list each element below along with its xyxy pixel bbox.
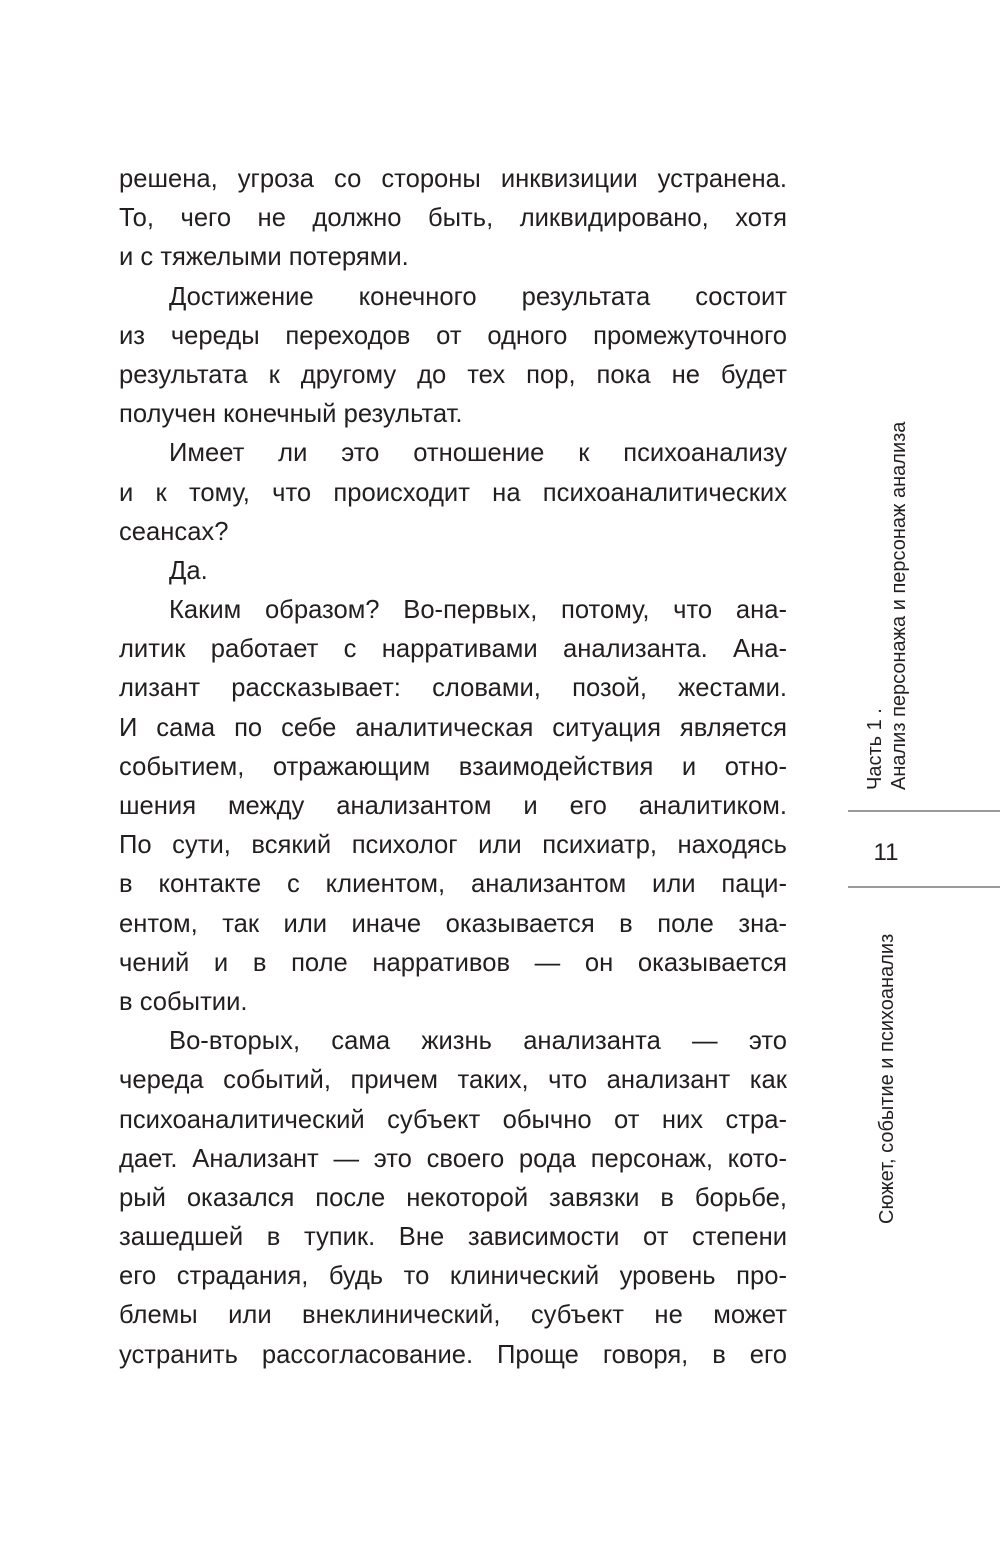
text-line: Имеет ли это отношение к психоанализу [169, 439, 787, 468]
text-line: То, чего не должно быть, ликвидировано, хотя [119, 204, 787, 233]
text-line: рый оказался после некоторой завязки в борьбе, [119, 1183, 787, 1212]
text-line: в контакте с клиентом, анализантом или паци- [119, 870, 787, 899]
sidebar-rule-top [848, 810, 1000, 812]
text-line: зашедшей в тупик. Вне зависимости от степени [119, 1223, 787, 1252]
text-line: решена, угроза со стороны инквизиции устранена. [119, 165, 787, 193]
running-head-part-label: Часть 1 . [864, 708, 886, 790]
text-line: череда событий, причем таких, что анализант как [119, 1066, 787, 1095]
running-head-part-title: Анализ персонажа и персонаж анализа [888, 421, 910, 790]
text-line: ентом, так или иначе оказывается в поле зна- [119, 909, 787, 938]
text-line: результата к другому до тех пор, пока не будет [119, 360, 787, 389]
text-line: устранить рассогласование. Проще говоря, в его [119, 1340, 787, 1369]
text-line: Да. [169, 556, 208, 585]
running-head-book-title: Сюжет, событие и психоанализ [876, 933, 898, 1224]
text-line: его страдания, будь то клинический уровень про- [119, 1262, 787, 1291]
text-line: и с тяжелыми потерями. [119, 243, 409, 272]
text-line: блемы или внеклинический, субъект не может [119, 1301, 787, 1330]
text-line: Каким образом? Во-первых, потому, что ана- [169, 596, 787, 625]
text-line: чений и в поле нарративов — он оказывается [119, 948, 787, 977]
text-line: сеансах? [119, 517, 229, 546]
text-line: шения между анализантом и его аналитиком. [119, 792, 787, 820]
text-line: из череды переходов от одного промежуточного [119, 321, 787, 350]
body-text [119, 160, 787, 1375]
text-line: психоаналитический субъект обычно от них стра- [119, 1105, 787, 1134]
sidebar-rule-bottom [848, 886, 1000, 888]
text-line: И сама по себе аналитическая ситуация является [119, 713, 787, 742]
text-line: событием, отражающим взаимодействия и отно- [119, 752, 787, 781]
text-line: литик работает с нарративами анализанта. Ана- [119, 635, 787, 664]
text-line: Во-вторых, сама жизнь анализанта — это [169, 1027, 787, 1056]
text-line: и к тому, что происходит на психоаналитических [119, 478, 787, 507]
text-line: дает. Анализант — это своего рода персонаж, кото- [119, 1144, 787, 1173]
page-number: 11 [873, 839, 899, 866]
text-line: в событии. [119, 987, 248, 1016]
text-line: получен конечный результат. [119, 400, 463, 429]
text-line: Достижение конечного результата состоит [169, 282, 787, 311]
text-line: По сути, всякий психолог или психиатр, находясь [119, 831, 787, 860]
text-line: лизант рассказывает: словами, позой, жестами. [119, 674, 787, 703]
